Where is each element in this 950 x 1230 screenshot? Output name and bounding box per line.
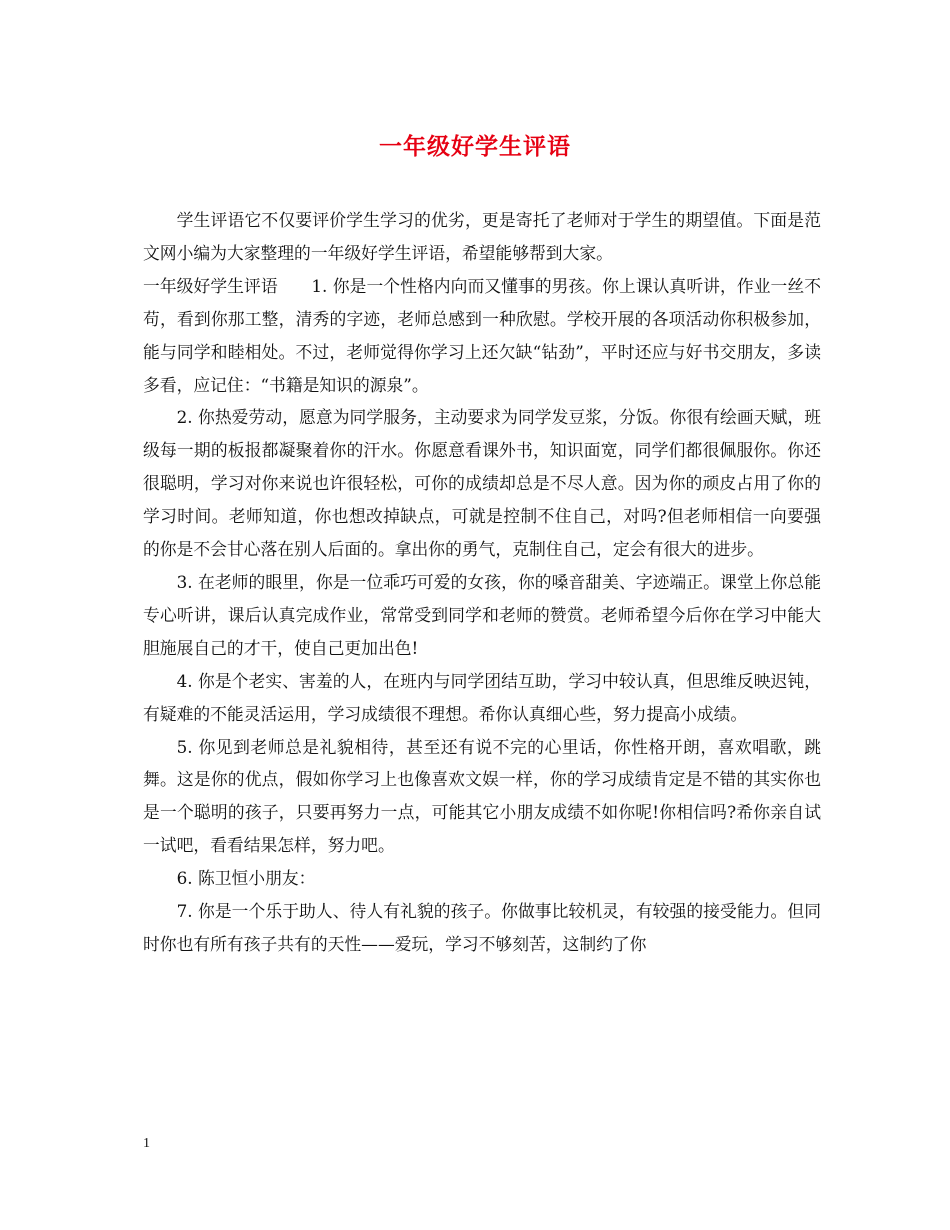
paragraph-item-5: 5. 你见到老师总是礼貌相待，甚至还有说不完的心里话，你性格开朗，喜欢唱歌，跳舞。这是你的优点，假如你学习上也像喜欢文娱一样，你的学习成绩肯定是不错的其实你也是一个聪明的孩子，只要再努力一点，可能其它小朋友成绩不如你呢!你相信吗?希你亲自试一试吧，看看结果怎样，努力吧。	[143, 736, 821, 856]
document-title: 一年级好学生评语	[379, 133, 571, 160]
paragraph-item-7: 7. 你是一个乐于助人、待人有礼貌的孩子。你做事比较机灵，有较强的接受能力。但同时你也有所有孩子共有的天性——爱玩，学习不够刻苦，这制约了你	[143, 901, 821, 954]
paragraph-item-4: 4. 你是个老实、害羞的人，在班内与同学团结互助，学习中较认真，但思维反映迟钝，有疑难的不能灵活运用，学习成绩很不理想。希你认真细心些，努力提高小成绩。	[143, 670, 821, 724]
paragraph-intro: 学生评语它不仅要评价学生学习的优劣，更是寄托了老师对于学生的期望值。下面是范文网小编为大家整理的一年级好学生评语，希望能够帮到大家。	[143, 210, 821, 263]
paragraph-item-3: 3. 在老师的眼里，你是一位乖巧可爱的女孩，你的嗓音甜美、字迹端正。课堂上你总能专心听讲，课后认真完成作业，常常受到同学和老师的赞赏。老师希望今后你在学习中能大胆施展自己的才干，使自己更加出色!	[143, 571, 821, 658]
paragraph-item-1: 一年级好学生评语 1. 你是一个性格内向而又懂事的男孩。你上课认真听讲，作业一丝不苟，看到你那工整，清秀的字迹，老师总感到一种欣慰。学校开展的各项活动你积极参加，能与同学和睦相处。不过，老师觉得你学习上还欠缺“钻劲”，平时还应与好书交朋友，多读多看，应记住：“书籍是知识的源泉”。	[143, 275, 821, 395]
page-number: 1	[143, 1136, 150, 1151]
document-body	[143, 204, 821, 961]
paragraph-item-6: 6. 陈卫恒小朋友：	[176, 868, 316, 889]
paragraph-item-2: 2. 你热爱劳动，愿意为同学服务，主动要求为同学发豆浆，分饭。你很有绘画天赋，班级每一期的板报都凝聚着你的汗水。你愿意看课外书，知识面宽，同学们都很佩服你。你还很聪明，学习对你来说也许很轻松，可你的成绩却总是不尽人意。因为你的顽皮占用了你的学习时间。老师知道，你也想改掉缺点，可就是控制不住自己，对吗?但老师相信一向要强的你是不会甘心落在别人后面的。拿出你的勇气，克制住自己，定会有很大的进步。	[143, 407, 821, 560]
